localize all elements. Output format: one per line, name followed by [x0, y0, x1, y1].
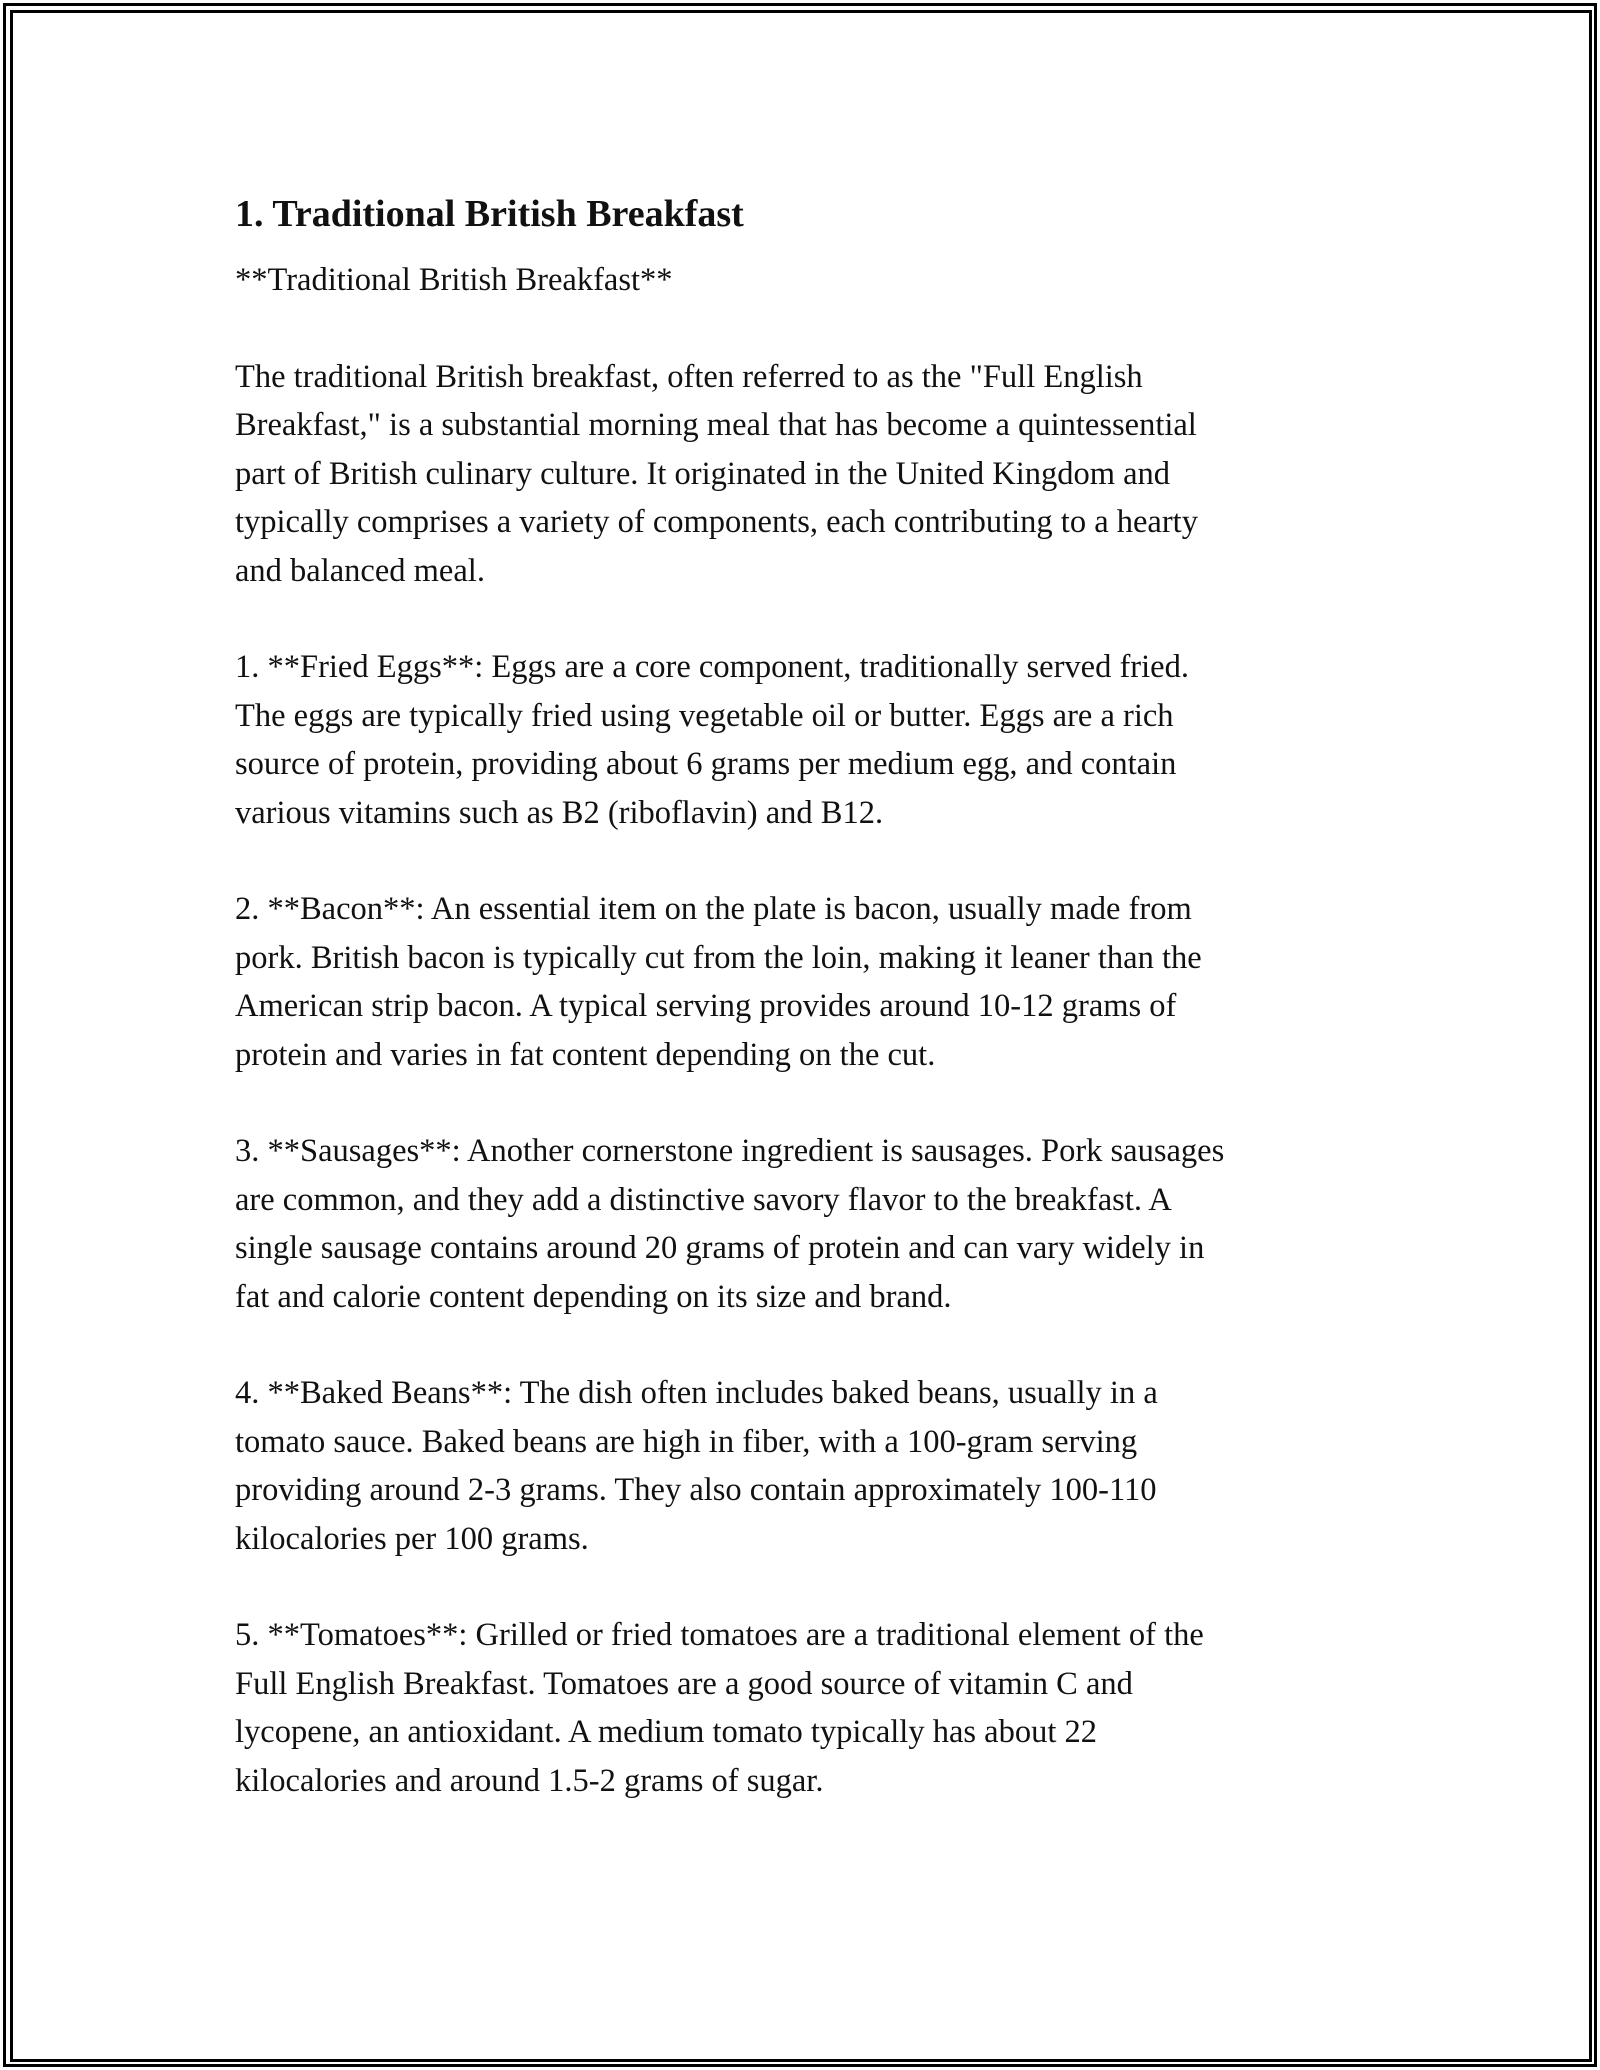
section-heading: 1. Traditional British Breakfast — [235, 193, 744, 235]
document-body — [235, 190, 1365, 1853]
paragraph-fried-eggs: 1. **Fried Eggs**: Eggs are a core component, traditionally served fried. The eggs are typically fried using vegetable oil or butter. Eggs are a rich source of protein, providing about 6 grams per medium egg, and contain various vitamins such as B2 (riboflavin) and B12. — [235, 649, 1189, 831]
section-subtitle: **Traditional British Breakfast** — [235, 262, 673, 298]
paragraph-intro: The traditional British breakfast, often referred to as the "Full English Breakfast," is a substantial morning meal that has become a quintessential part of British culinary culture. It originated in the United Kingdom and typically comprises a variety of components, each contributing to a hearty and balanced meal. — [235, 358, 1198, 589]
paragraph-sausages: 3. **Sausages**: Another cornerstone ingredient is sausages. Pork sausages are common, and they add a distinctive savory flavor to the breakfast. A single sausage contains around 20 grams of protein and can vary widely in fat and calorie content depending on its size and brand. — [235, 1133, 1225, 1315]
paragraph-bacon: 2. **Bacon**: An essential item on the plate is bacon, usually made from pork. British bacon is typically cut from the loin, making it leaner than the American strip bacon. A typical serving provides around 10-12 grams of protein and varies in fat content depending on the cut. — [235, 891, 1202, 1073]
paragraph-baked-beans: 4. **Baked Beans**: The dish often includes baked beans, usually in a tomato sauce. Baked beans are high in fiber, with a 100-gram serving providing around 2-3 grams. They also contain approximately 100-110 kilocalories per 100 grams. — [235, 1375, 1158, 1557]
paragraph-tomatoes: 5. **Tomatoes**: Grilled or fried tomatoes are a traditional element of the Full English Breakfast. Tomatoes are a good source of vitamin C and lycopene, an antioxidant. A medium tomato typically has about 22 kilocalories and around 1.5-2 grams of sugar. — [235, 1617, 1204, 1799]
